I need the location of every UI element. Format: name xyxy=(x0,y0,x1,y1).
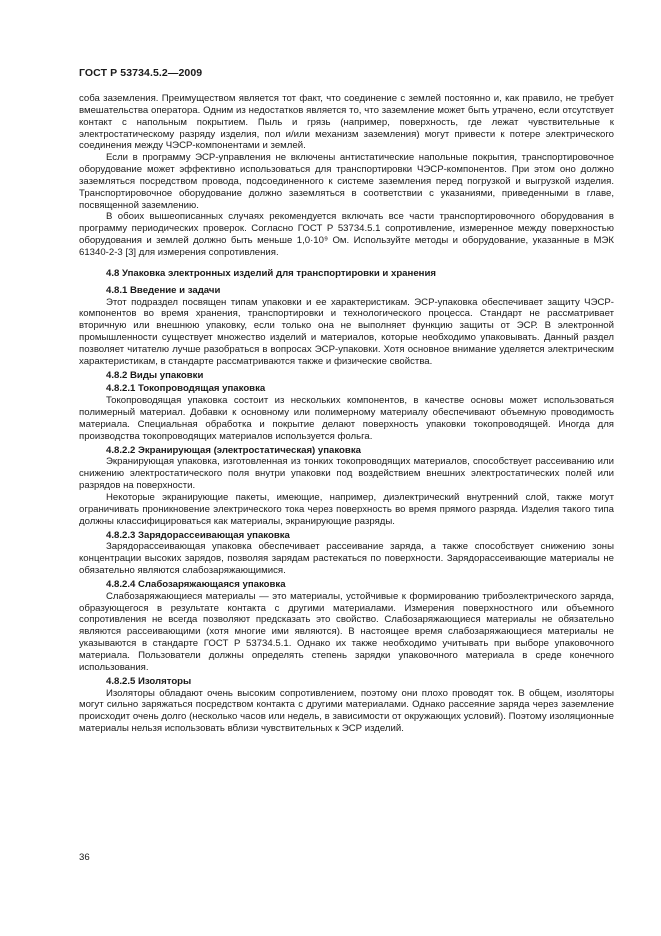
section-heading-4-8-2-5: 4.8.2.5 Изоляторы xyxy=(106,675,192,687)
paragraph: Изоляторы обладают очень высоким сопротивлением, поэтому они плохо проводят ток. В общем, изоляторы могут сильно заряжаться посредством контакта с другими материалами. Однако рассеяние заряда через заземление происходит очень долго (несколько часов или недель, в зависимости от окружающих условий). Поэтому изоляционные материалы нельзя использовать вблизи чувствительных к ЭСР изделий. xyxy=(79,687,614,735)
paragraph: Токопроводящая упаковка состоит из нескольких компонентов, в качестве основы может использоваться полимерный материал. Добавки к основному или полимерному материалу обеспечивают объемную проводимость материала. Специальная обработка и покрытие делают поверхность упаковки токопроводящей. Иногда для производства токопроводящих материалов используется фольга. xyxy=(79,395,614,442)
section-heading-4-8-2-4: 4.8.2.4 Слабозаряжающаяся упаковка xyxy=(106,578,286,590)
section-heading-4-8-1: 4.8.1 Введение и задачи xyxy=(106,284,221,296)
page-body xyxy=(79,93,614,735)
page-number: 36 xyxy=(79,852,90,863)
section-heading-4-8: 4.8 Упаковка электронных изделий для транспортировки и хранения xyxy=(106,267,436,279)
section-heading-4-8-2-1: 4.8.2.1 Токопроводящая упаковка xyxy=(106,383,266,395)
paragraph: В обоих вышеописанных случаях рекомендуется включать все части транспортировочного оборудования в программу периодических проверок. Согласно ГОСТ Р 53734.5.1 сопротивление, измеренное между поверхностью оборудования и землей должно быть меньше 1,0·10⁹ Ом. Используйте методы и оборудование, указанные в МЭК 61340-2-3 [3] для измерения сопротивления. xyxy=(79,211,614,258)
paragraph: Слабозаряжающиеся материалы — это материалы, устойчивые к формированию трибоэлектрического заряда, образующегося в результате контакта с другими материалами. Измерения поверхностного или объемного сопротивления не всегда позволяют предсказать это свойство. Слабозаряжающиеся материалы не обязательно являются рассеивающими (хотя многие ими являются). В настоящее время слабозаряжающиеся материалы не указываются в стандарте ГОСТ Р 53734.5.1. Однако их также необходимо учитывать при выборе упаковочного материала. Пользователи должны определять степень зарядки упаковочного материала в среде конечного использования. xyxy=(79,590,614,673)
paragraph: Некоторые экранирующие пакеты, имеющие, например, диэлектрический внутренний слой, также могут ограничивать проникновение электрического тока через поверхность во время прямого разряда. Изделия такого типа должны классифицироваться как материалы, экранирующие разряды. xyxy=(79,492,614,527)
paragraph: Зарядорассеивающая упаковка обеспечивает рассеивание заряда, а также способствует снижению зоны концентрации высоких зарядов, позволяя зарядам растекаться по поверхности. Зарядорассеивающие материалы не обязательно являются слабозаряжающимися. xyxy=(79,541,614,577)
section-heading-4-8-2-2: 4.8.2.2 Экранирующая (электростатическая) упаковка xyxy=(106,444,361,456)
section-heading-4-8-2: 4.8.2 Виды упаковки xyxy=(106,369,204,381)
paragraph: Экранирующая упаковка, изготовленная из тонких токопроводящих материалов, способствует рассеиванию или снижению электростатического поля внутри упаковки под воздействием внешних электростатических полей или разрядов на поверхности. xyxy=(79,456,614,492)
paragraph: Если в программу ЭСР-управления не включены антистатические напольные покрытия, транспортировочное оборудование может эффективно использоваться для транспортировки ЧЭСР-компонентов. При этом оно должно заземляться посредством провода, подсоединенного к системе заземления перед погрузкой и выгрузкой изделия. Транспортировочное оборудование должно заземляться в соответствии с указаниями, приведенными в главе, посвященной заземлению. xyxy=(79,152,614,211)
section-heading-4-8-2-3: 4.8.2.3 Зарядорассеивающая упаковка xyxy=(106,529,290,541)
document-header: ГОСТ Р 53734.5.2—2009 xyxy=(79,67,203,79)
paragraph: соба заземления. Преимуществом является тот факт, что соединение с землей постоянно и, как правило, не требует вмешательства оператора. Одним из недостатков является то, что заземление может быть утрачено, если отсутствует контакт с напольным покрытием. Пыль и грязь (например, поверхность, где лежат чувствительные к электростатическому разряду изделия, пол и/или механизм заземления) могут привести к потере электрического соединения между ЧЭСР-компонентами и землей. xyxy=(79,93,614,152)
paragraph: Этот подраздел посвящен типам упаковки и ее характеристикам. ЭСР-упаковка обеспечивает защиту ЧЭСР-компонентов во время хранения, транспортировки и технологического процесса. Стандарт не рассматривает вторичную или внешнюю упаковку, если только она не выполняет функцию защиты от ЭСР. В электронной промышленности существует множество изделий и материалов, которые необходимо упаковывать. Данный раздел позволяет читателю лучше разобраться в вопросах ЭСР-упаковки. Хотя основное внимание уделяется электрическим характеристикам, в стандарте рассматриваются также и физические свойства. xyxy=(79,296,614,367)
